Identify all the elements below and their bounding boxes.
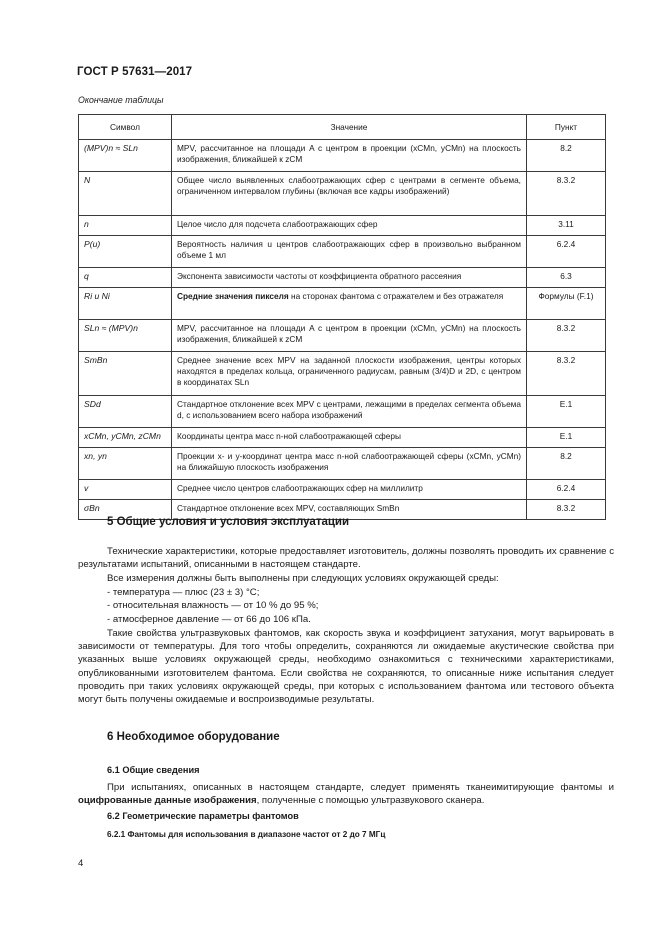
text-part: , полученные с помощью ультразвукового сканера. [256,795,485,807]
table-row [79,236,606,268]
table-row [79,480,606,500]
cell-clause: 8.2 [527,140,606,172]
cell-symbol: n [79,216,172,236]
table-row [79,352,606,396]
cell-symbol: Ri и Ni [79,288,172,320]
table-row [79,216,606,236]
cell-clause: 8.3.2 [527,352,606,396]
cell-meaning: MPV, рассчитанное на площади A с центром в проекции (xCMn, yCMn) на плоскость изображения, ближайшей к zCM [172,140,527,172]
cell-clause: Формулы (F.1) [527,288,606,320]
cell-meaning: MPV, рассчитанное на площади A с центром в проекции (xCMn, yCMn) на плоскость изображения, ближайшей к zCM [172,320,527,352]
cell-symbol: σBn [79,500,172,520]
cell-symbol: v [79,480,172,500]
cell-clause: 6.3 [527,268,606,288]
cell-clause: 8.2 [527,448,606,480]
cell-clause: 6.2.4 [527,236,606,268]
table-row [79,140,606,172]
section-5-heading: 5 Общие условия и условия эксплуатации [107,516,350,528]
table-row [79,172,606,216]
cell-symbol: xCMn, yCMn, zCMn [79,428,172,448]
page-number: 4 [78,858,84,869]
document-standard-id: ГОСТ Р 57631—2017 [77,66,193,78]
subsection-6-2-1-heading: 6.2.1 Фантомы для использования в диапазоне частот от 2 до 7 МГц [107,830,386,839]
text-part: При испытаниях, описанных в настоящем стандарте, следует применять тканеимитирующие фантомы и [107,782,614,793]
table-row [79,396,606,428]
column-header-clause: Пункт [527,115,606,140]
list-item: - относительная влажность — от 10 % до 95 %; [107,600,319,611]
cell-clause: E.1 [527,396,606,428]
cell-meaning: Проекции x- и y-координат центра масс n-ной слабоотражающей сферы (xCMn, yCMn) на ближайшую плоскость изображения [172,448,527,480]
section-6-heading: 6 Необходимое оборудование [107,731,280,743]
cell-clause: 8.3.2 [527,172,606,216]
cell-symbol: P(u) [79,236,172,268]
list-item: - атмосферное давление — от 66 до 106 кПа. [107,614,311,625]
table-row [79,320,606,352]
table-row [79,268,606,288]
cell-symbol: SDd [79,396,172,428]
section-5-paragraph-3: Такие свойства ультразвуковых фантомов, как скорость звука и коэффициент затухания, могут варьировать в зависимости от температуры. Для того чтобы определить, сохраняются ли ожидаемые акустические свойства при указанных выше условиях окружающей среды, необходимо ознакомиться с техническими характеристиками, опубликованными изготовителем фантома. Если свойства не сохраняются, то описанные ниже испытания следует проводить при таких условиях окружающей среды, при которых с использованием фантома или тестового объекта могут быть получены ожидаемые и воспроизводимые результаты. [78,628,614,706]
subsection-6-1-text [78,781,614,807]
list-item: - температура — плюс (23 ± 3) °C; [107,587,260,598]
meaning-text: на сторонах фантома с отражателем и без отражателя [291,291,504,301]
section-5-paragraph-1: Технические характеристики, которые предоставляет изготовитель, должны позволять проводить их сравнение с результатами испытаний, описанными в настоящем стандарте. [78,546,614,571]
cell-clause: E.1 [527,428,606,448]
section-5-paragraph-2: Все измерения должны быть выполнены при следующих условиях окружающей среды: [107,573,499,584]
symbols-table [78,114,606,520]
bold-term: оцифрованные данные изображения [78,795,257,807]
cell-clause: 8.3.2 [527,320,606,352]
subsection-6-1-heading: 6.1 Общие сведения [107,765,200,775]
cell-symbol: q [79,268,172,288]
cell-meaning: Экспонента зависимости частоты от коэффициента обратного рассеяния [172,268,527,288]
table-row [79,448,606,480]
cell-symbol: (MPV)n ≈ SLn [79,140,172,172]
cell-meaning: Среднее число центров слабоотражающих сфер на миллилитр [172,480,527,500]
subsection-6-2-heading: 6.2 Геометрические параметры фантомов [107,811,299,821]
table-row [79,428,606,448]
cell-clause: 6.2.4 [527,480,606,500]
cell-symbol: SmBn [79,352,172,396]
cell-meaning: Координаты центра масс n-ной слабоотражающей сферы [172,428,527,448]
cell-symbol: SLn ≈ (MPV)n [79,320,172,352]
column-header-meaning: Значение [172,115,527,140]
table-caption: Окончание таблицы [78,95,164,105]
cell-clause: 8.3.2 [527,500,606,520]
cell-meaning [172,288,527,320]
cell-meaning: Среднее значение всех MPV на заданной плоскости изображения, центры которых находятся в пределах кольца, ограниченного радиусам, равным (3/4)D и 2D, с центром в координатах SLn [172,352,527,396]
cell-meaning: Целое число для подсчета слабоотражающих сфер [172,216,527,236]
cell-meaning: Общее число выявленных слабоотражающих сфер с центрами в сегменте объема, ограниченном интервалом глубины (включая все кадры изображений) [172,172,527,216]
cell-meaning: Стандартное отклонение всех MPV с центрами, лежащими в пределах сегмента объема d, с использованием всего набора изображений [172,396,527,428]
cell-meaning: Стандартное отклонение всех MPV, составляющих SmBn [172,500,527,520]
table-row [79,288,606,320]
table-header-row [79,115,606,140]
cell-symbol: xn, yn [79,448,172,480]
cell-meaning: Вероятность наличия u центров слабоотражающих сфер в произвольно выбранном объеме 1 мл [172,236,527,268]
cell-symbol: N [79,172,172,216]
column-header-symbol: Символ [79,115,172,140]
bold-term: Средние значения пикселя [177,291,289,301]
cell-clause: 3.11 [527,216,606,236]
